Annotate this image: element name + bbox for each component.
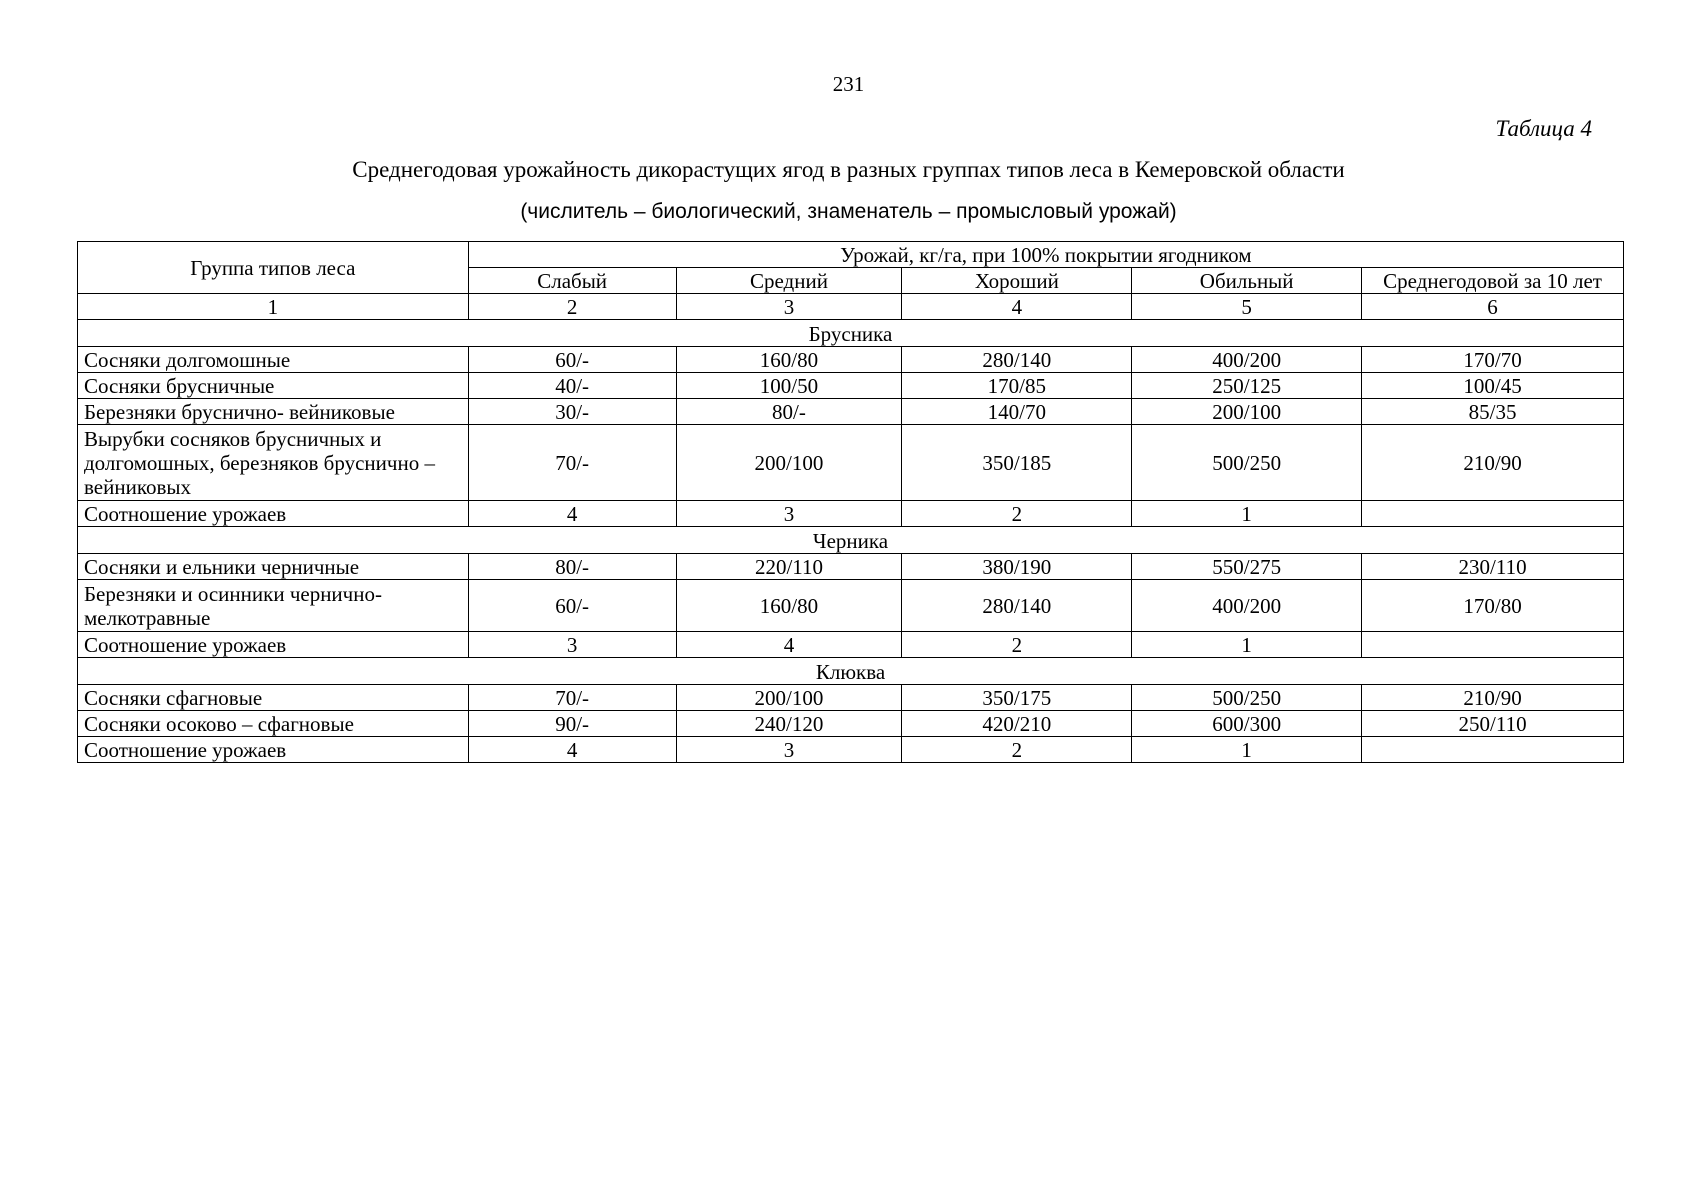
table-cell: 420/210 [902, 711, 1132, 737]
row-label: Соотношение урожаев [78, 737, 469, 763]
table-cell: 70/- [468, 425, 676, 501]
table-cell [1362, 632, 1624, 658]
table-cell: 600/300 [1132, 711, 1362, 737]
column-number: 2 [468, 294, 676, 320]
table-cell: 90/- [468, 711, 676, 737]
table-cell: 1 [1132, 501, 1362, 527]
table-cell: 200/100 [1132, 399, 1362, 425]
column-header: Обильный [1132, 268, 1362, 294]
table-cell: 200/100 [676, 685, 902, 711]
column-header: Средний [676, 268, 902, 294]
table-cell: 4 [468, 737, 676, 763]
table-cell: 3 [468, 632, 676, 658]
row-label: Березняки и осинники чернично-мелкотравные [78, 580, 469, 632]
table-cell: 400/200 [1132, 347, 1362, 373]
column-number: 3 [676, 294, 902, 320]
table-cell: 170/80 [1362, 580, 1624, 632]
row-label: Сосняки брусничные [78, 373, 469, 399]
table-cell: 3 [676, 501, 902, 527]
table-cell: 250/125 [1132, 373, 1362, 399]
table-cell: 4 [676, 632, 902, 658]
column-number: 6 [1362, 294, 1624, 320]
row-label: Сосняки сфагновые [78, 685, 469, 711]
table-cell: 80/- [468, 554, 676, 580]
table-cell: 350/185 [902, 425, 1132, 501]
table-cell: 170/85 [902, 373, 1132, 399]
header-group-cell: Группа типов леса [78, 242, 469, 294]
table-cell: 2 [902, 501, 1132, 527]
column-header: Хороший [902, 268, 1132, 294]
table-cell: 1 [1132, 737, 1362, 763]
table-row [78, 425, 1624, 501]
section-row-cranberry [78, 658, 1624, 685]
section-title: Клюква [78, 658, 1624, 685]
table-cell: 2 [902, 737, 1132, 763]
table-title: Среднегодовая урожайность дикорастущих ягод в разных группах типов леса в Кемеровской области [352, 157, 1345, 182]
table-cell: 210/90 [1362, 685, 1624, 711]
table-cell: 240/120 [676, 711, 902, 737]
row-label: Сосняки и ельники черничные [78, 554, 469, 580]
table-cell: 500/250 [1132, 685, 1362, 711]
table-row [78, 711, 1624, 737]
table-row [78, 685, 1624, 711]
column-numbers-row [78, 294, 1624, 320]
table-cell: 400/200 [1132, 580, 1362, 632]
table-cell: 100/45 [1362, 373, 1624, 399]
column-header: Слабый [468, 268, 676, 294]
table-cell: 160/80 [676, 347, 902, 373]
table-row [78, 399, 1624, 425]
column-header: Среднегодовой за 10 лет [1362, 268, 1624, 294]
table-cell: 220/110 [676, 554, 902, 580]
column-number: 5 [1132, 294, 1362, 320]
yield-table [77, 241, 1624, 763]
page-number: 231 [832, 72, 865, 96]
row-label: Березняки бруснично- вейниковые [78, 399, 469, 425]
table-cell [1362, 737, 1624, 763]
table-cell: 350/175 [902, 685, 1132, 711]
table-cell: 200/100 [676, 425, 902, 501]
section-row-blueberry [78, 527, 1624, 554]
row-label: Вырубки сосняков брусничных и долгомошных, березняков бруснично – вейниковых [78, 425, 469, 501]
table-cell: 250/110 [1362, 711, 1624, 737]
column-number: 1 [78, 294, 469, 320]
table-label: Таблица 4 [1495, 116, 1592, 141]
table-cell: 160/80 [676, 580, 902, 632]
table-subtitle: (числитель – биологический, знаменатель – промысловый урожай) [520, 200, 1177, 223]
table-cell: 100/50 [676, 373, 902, 399]
ratio-row [78, 501, 1624, 527]
header-row [78, 242, 1624, 268]
table-cell: 30/- [468, 399, 676, 425]
table-cell: 210/90 [1362, 425, 1624, 501]
table-cell: 2 [902, 632, 1132, 658]
table-cell: 230/110 [1362, 554, 1624, 580]
table-row [78, 554, 1624, 580]
ratio-row [78, 737, 1624, 763]
ratio-row [78, 632, 1624, 658]
row-label: Сосняки осоково – сфагновые [78, 711, 469, 737]
section-title: Брусника [78, 320, 1624, 347]
table-cell: 60/- [468, 347, 676, 373]
table-cell: 1 [1132, 632, 1362, 658]
section-row-lingonberry [78, 320, 1624, 347]
table-cell: 380/190 [902, 554, 1132, 580]
table-row [78, 347, 1624, 373]
table-row [78, 580, 1624, 632]
row-label: Соотношение урожаев [78, 632, 469, 658]
table-cell: 280/140 [902, 580, 1132, 632]
table-cell: 140/70 [902, 399, 1132, 425]
table-cell: 500/250 [1132, 425, 1362, 501]
table-cell: 60/- [468, 580, 676, 632]
table-cell: 85/35 [1362, 399, 1624, 425]
row-label: Соотношение урожаев [78, 501, 469, 527]
table-cell: 3 [676, 737, 902, 763]
row-label: Сосняки долгомошные [78, 347, 469, 373]
table-cell: 4 [468, 501, 676, 527]
table-cell: 70/- [468, 685, 676, 711]
section-title: Черника [78, 527, 1624, 554]
table-cell: 40/- [468, 373, 676, 399]
table-row [78, 373, 1624, 399]
table-cell: 550/275 [1132, 554, 1362, 580]
table-cell: 80/- [676, 399, 902, 425]
table-cell [1362, 501, 1624, 527]
column-number: 4 [902, 294, 1132, 320]
table-cell: 280/140 [902, 347, 1132, 373]
table-cell: 170/70 [1362, 347, 1624, 373]
header-yield-cell: Урожай, кг/га, при 100% покрытии ягодником [468, 242, 1623, 268]
